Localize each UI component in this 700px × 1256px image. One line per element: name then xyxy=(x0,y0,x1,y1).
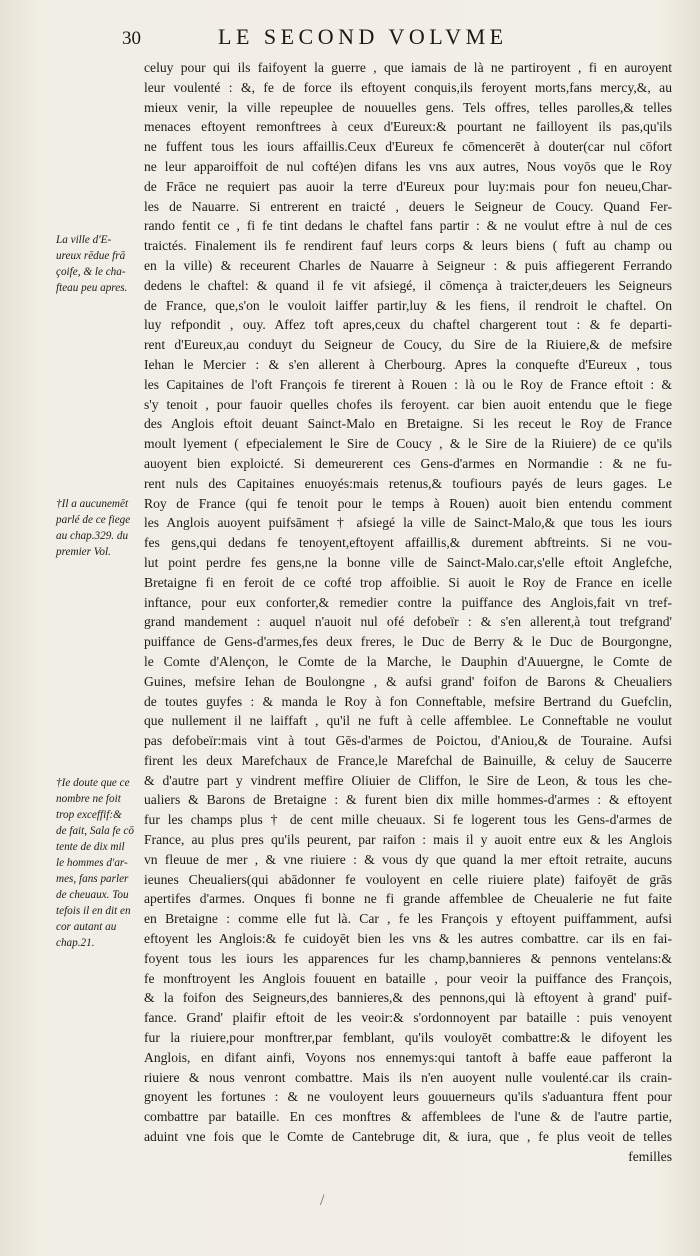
page-header xyxy=(0,22,700,52)
text-line: ualiers & Barons de Bretaigne : & furent bien dix mille hommes-d'armes : & eftoyent xyxy=(144,792,672,808)
text-line: rent nuls des Capitaines enuoyés:mais retenus,& toufiours payés de leurs gages. Le xyxy=(144,475,672,491)
text-line: fance. Grand' plaifir eftoit de les veoir:& s'ordonnoyent par bataille : puis venoyent xyxy=(144,1010,672,1026)
text-line: aduint vne fois que le Comte de Cantebruge dit, & iura, que , fe plus veoit de telles xyxy=(144,1129,672,1145)
text-line: les Anglois auoyent puifsāment † afsiegé la ville de Sainct-Malo,& que tous les iours xyxy=(144,515,672,531)
text-line: dedens le chaftel: & quand il fe vit afsiegé, il cōmença à traicter,deuers les Seigneurs xyxy=(144,277,672,293)
text-line: auoyent bien exploicté. Si demeurerent ces Gens-d'armes en Normandie : & ne fu- xyxy=(144,455,672,471)
text-line: & la foifon des Seigneurs,des bannieres,& des pennons,qui là eftoyent à grand' puif- xyxy=(144,990,672,1006)
text-line: apertifes d'armes. Onques fi bonne ne fi grande affemblee de Cheualerie ne fut faite xyxy=(144,891,672,907)
sidenote-line: mes, fans parler xyxy=(56,873,129,885)
text-line: riuiere & nous venront combattre. Mais ils n'en auoyent nulle voulenté.car ils crain- xyxy=(144,1069,672,1085)
text-line: grand mandement : auquel n'auoit nul ofé defobeïr : & s'en allerent,à tout trefgrand' xyxy=(144,614,672,630)
text-line: luy refpondit , ouy. Affez toft apres,ceux du chaftel chargerent tout : & fe departi- xyxy=(144,317,672,333)
text-line: Bretaigne fi en feroit de ce cofté trop affoiblie. Si auoit le Roy de France en icelle xyxy=(144,574,672,590)
text-line: mieux venir, la ville repeuplee de nouuelles gens. Tels offres, telles parolles,& telles xyxy=(144,99,672,115)
text-line: Iehan le Mercier : & s'en allerent à Cherbourg. Apres la conquefte d'Eureux , tous xyxy=(144,356,672,372)
text-line: inftance, pour eux conforter,& remedier contre la puiffance des Anglois,fait vn tref- xyxy=(144,594,672,610)
text-line: puiffance de Gens-d'armes,fes deux freres, le Duc de Berry & le Duc de Bourgongne, xyxy=(144,634,672,650)
text-line: les de Nauarre. Si entrerent en traicté , deuers le Seigneur de Coucy. Quand Fer- xyxy=(144,198,672,214)
text-line: firent les deux Marefchaux de France,le Marefchal de Bainuille, & celuy de Saucerre xyxy=(144,752,672,768)
sidenote-evreux xyxy=(56,232,142,296)
text-line: des Anglois eftoit deuant Sainct-Malo en Bretaigne. Si les receut le Roy de France xyxy=(144,416,672,432)
text-line: ne leur apparoiffoit de nul cofté)en difans les vns aux autres, Nous voyōs que le Roy xyxy=(144,158,672,174)
text-line: moult lyement ( efpecialement le Sire de Coucy , & le Sire de la Riuiere) de ce qu'ils xyxy=(144,436,672,452)
text-line: rent d'Eureux,au conduyt du Seigneur de Coucy, du Sire de la Riuiere,& de mefsire xyxy=(144,337,672,353)
text-line: menaces eftoyent remonftrees à ceux d'Eureux:& pourtant ne failloyent ils pas,qu'ils xyxy=(144,119,672,135)
sidenote-line: fteau peu apres. xyxy=(56,282,128,294)
text-line: les Capitaines de l'oft François fe tirerent à Rouen : là ou le Roy de France eftoit : & xyxy=(144,376,672,392)
text-line: gnoyent les fortunes : & ne vouloyent leurs gouuerneurs qu'ils s'aduantura ffent pour xyxy=(144,1089,672,1105)
body-text xyxy=(144,58,672,1167)
sidenote-line: cor autant au xyxy=(56,921,117,933)
text-line: ieunes Cheualiers(qui abādonner fe vouloyent en celle riuiere plate) faifoyēt de grās xyxy=(144,871,672,887)
text-line: fur les champs plus † de cent mille cheuaux. Si fe logerent tous les Gens-d'armes de xyxy=(144,812,672,828)
sidenote-horses xyxy=(56,775,142,951)
text-line: pas defobeïr:mais vint à tout Gēs-d'armes de Poictou, d'Aniou,& de Touraine. Aufsi xyxy=(144,733,672,749)
text-line: en la ville) & receurent Charles de Nauarre à Seigneur : & puis affiegerent Ferrando xyxy=(144,257,672,273)
text-line: & d'autre part y vindrent meffire Oliuier de Cliffon, le Sire de Leon, & tous les che- xyxy=(144,772,672,788)
sidenote-line: tente de dix mil xyxy=(56,841,125,853)
text-line: combattre par bataille. En ces monftres & affemblees de l'une & de l'autre partie, xyxy=(144,1109,672,1125)
text-line: de France, que,s'on le vouloit laiffer partir,luy & les fiens, il rendroit le chaftel. On xyxy=(144,297,672,313)
sidenote-line: premier Vol. xyxy=(56,546,111,558)
text-line: vn fleuue de mer , & vne riuiere : & vous dy que quand la mer eftoit retraite, aucuns xyxy=(144,851,672,867)
text-line: lut point perdre fes gens,ne la bonne ville de Sainct-Malo.car,s'elle eftoit Anglefche, xyxy=(144,554,672,570)
bottom-mark: / xyxy=(320,1192,325,1209)
text-line: que nullement il ne laiffaft , qu'il ne fuft à celle affemblee. Le Conneftable ne voulut xyxy=(144,713,672,729)
sidenote-line: †Il a aucunemēt xyxy=(56,498,129,510)
text-line: celuy pour qui ils faifoyent la guerre , que iamais de là ne partiroyent , fi en auroyent xyxy=(144,60,672,75)
sidenote-line: çoife, & le cha- xyxy=(56,266,126,278)
sidenote-line: †Ie doute que ce xyxy=(56,777,130,789)
text-line: s'y tenoit , pour fauoir quelles chofes ils feroyent. car bien auoit entendu que le fiege xyxy=(144,396,672,412)
text-line: de Frāce ne requiert pas auoir la terre d'Eureux pour luy:mais pour fon neueu,Char- xyxy=(144,178,672,194)
sidenote-line: parlé de ce fiege xyxy=(56,514,131,526)
sidenote-line: tefois il en dit en xyxy=(56,905,131,917)
text-line: de toutes guyfes : & manda le Roy à fon Conneftable, mefsire Bertrand du Guefclin, xyxy=(144,693,672,709)
sidenote-line: de cheuaux. Tou xyxy=(56,889,129,901)
text-line: ne fuffent tous les iours affaillis.Ceux d'Eureux fe cōmencerēt à douter(car nul cōfort xyxy=(144,139,672,155)
sidenote-line: ureux rēdue frā xyxy=(56,250,126,262)
sidenote-line: La ville d'E- xyxy=(56,234,112,246)
text-line: traictés. Finalement ils fe rendirent fauf leurs corps & leurs biens ( fuft au champ ou xyxy=(144,238,672,254)
sidenote-line: chap.21. xyxy=(56,937,95,949)
text-line: fe monftroyent les Anglois fouuent en bataille , pour veoir la puiffance des François, xyxy=(144,970,672,986)
text-line: Anglois, en difant ainfi, Voyons nos ennemys:qui tantoft à baffe eaue pafferont la xyxy=(144,1049,672,1065)
sidenote-line: nombre ne foit xyxy=(56,793,121,805)
text-line: Guines, mefsire Iehan de Boulongne , & aufsi grand' foifon de Barons & Cheualiers xyxy=(144,673,672,689)
sidenote-saint-malo xyxy=(56,496,142,560)
text-line: France, au plus pres qu'ils peurent, par raifon : mais il y auoit entre eux & les Anglois xyxy=(144,832,672,848)
text-line: leur voulenté : &, fe de force ils eftoyent conquis,ils feroyent morts,fans mercy,&, au xyxy=(144,79,672,95)
text-line: Roy de France (qui fe tenoit pour le temps à Rouen) auoit bien entendu comment xyxy=(144,495,672,511)
text-line: fur la riuiere,pour monftrer,par femblant, qu'ils vouloyēt combattre:& le difoyent les xyxy=(144,1030,672,1046)
catchword: femilles xyxy=(628,1148,672,1164)
sidenote-line: le hommes d'ar- xyxy=(56,857,128,869)
text-line: en Bretaigne : comme elle fut là. Car , fe les François y eftoyent puiffamment, aufsi xyxy=(144,911,672,927)
text-line: foyent tous les iours les apparences fur les champ,bannieres & pennons ventelans:& xyxy=(144,950,672,966)
page-number: 30 xyxy=(122,28,141,49)
sidenote-line: trop exceffif:& xyxy=(56,809,122,821)
running-title: LE SECOND VOLVME xyxy=(218,24,508,49)
sidenote-line: de fait, Sala fe cō xyxy=(56,825,134,837)
text-line: rando fentit ce , fi fe tint dedans le chaftel fans partir : & ne voulut eftre à nul de ces xyxy=(144,218,672,234)
text-line: fes gens,qui dedans fe tenoyent,eftoyent affaillis,& durement abftreints. Si ne vou- xyxy=(144,535,672,551)
text-line: eftoyent les Anglois:& fe cuidoyēt bien les vns & les autres combattre. car ils en fai- xyxy=(144,931,672,947)
sidenote-line: au chap.329. du xyxy=(56,530,129,542)
text-line: le Comte d'Alençon, le Comte de la Marche, le Dauphin d'Auuergne, le Comte de xyxy=(144,653,672,669)
